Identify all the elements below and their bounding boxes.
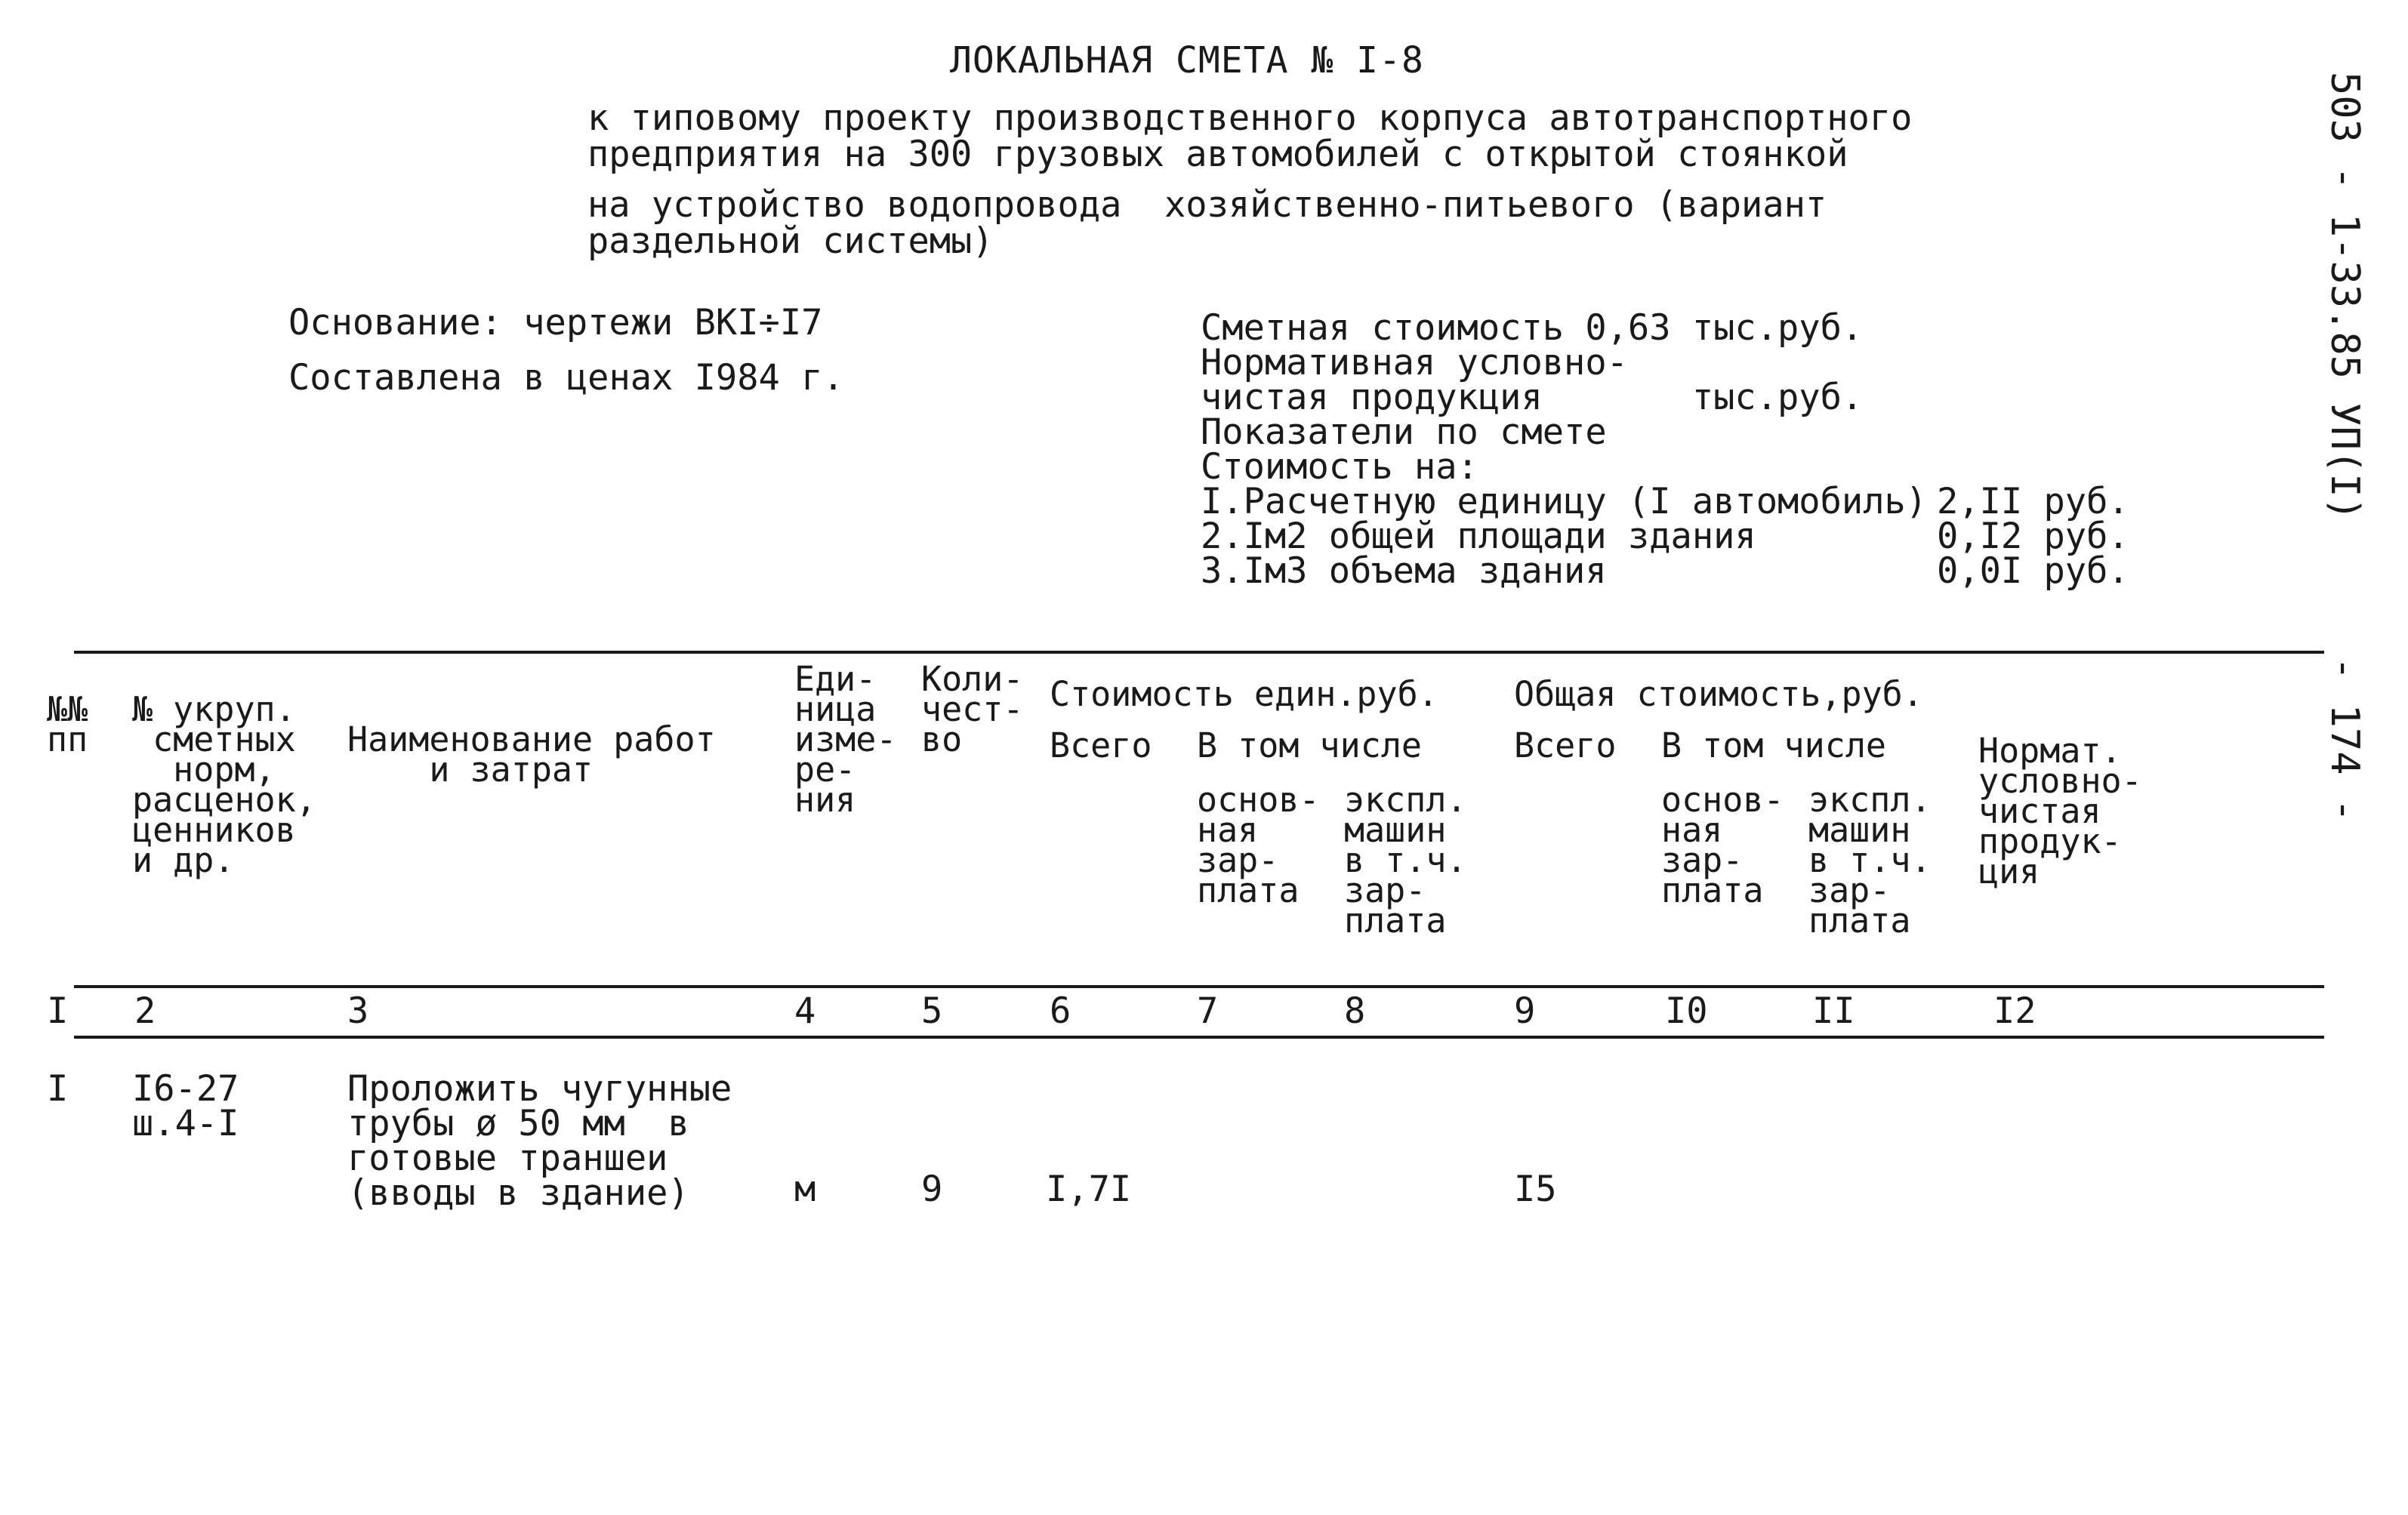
col-header-unit-cost-group: Стоимость един.руб. (1050, 674, 1438, 714)
col-number-6: 6 (1050, 990, 1071, 1032)
purpose-line-1: на устройство водопровода хозяйственно-питьевого (вариант (587, 184, 1827, 226)
indicator-label-2: 2.Iм2 общей площади здания (1201, 516, 1756, 557)
col-number-9: 9 (1514, 990, 1536, 1032)
row-total-cost: I5 (1514, 1169, 1557, 1210)
basis-line: Основание: чертежи ВКI÷I7 (288, 302, 823, 343)
indicators-heading: Показатели по смете (1201, 411, 1607, 453)
side-page-number: - 174 - (2322, 657, 2367, 823)
col-number-12: I2 (1993, 990, 2036, 1032)
subtitle-line-2: предприятия на 300 грузовых автомобилей с открытой стоянкой (587, 134, 1848, 175)
purpose-line-2: раздельной системы) (587, 220, 994, 262)
col-number-1: I (47, 990, 69, 1032)
side-project-code: 503 - 1-33.85 УП(I) (2322, 72, 2367, 521)
document-title: ЛОКАЛЬНАЯ СМЕТА № I-8 (950, 39, 1424, 82)
col-number-5: 5 (921, 990, 943, 1032)
col-header-unit-wages: основ- ная зар- плата (1197, 780, 1320, 910)
col-header-row-number: №№ пп (47, 689, 88, 759)
col-number-2: 2 (134, 990, 156, 1032)
col-header-total-including: В том числе (1661, 725, 1887, 765)
indicator-value-1: 2,II руб. (1937, 481, 2129, 522)
col-header-total: Всего (1514, 725, 1617, 765)
col-header-normative-product: Нормат. условно- чистая продук- ция (1978, 731, 2142, 891)
col-number-3: 3 (347, 990, 369, 1032)
col-number-4: 4 (794, 990, 816, 1032)
col-header-unit: Еди- ница изме- ре- ния (794, 659, 897, 820)
indicator-value-2: 0,I2 руб. (1937, 516, 2129, 557)
normative-product-line-2: чистая продукция тыс.руб. (1201, 377, 1864, 418)
column-numbers-rule (74, 1036, 2324, 1039)
header-bottom-rule (74, 985, 2324, 988)
subtitle-line-1: к типовому проекту производственного корпуса автотранспортного (587, 97, 1913, 139)
col-header-unit-total: Всего (1050, 725, 1152, 765)
col-header-total-machines: экспл. машин в т.ч. зар- плата (1808, 780, 1932, 941)
col-header-unit-machines: экспл. машин в т.ч. зар- плата (1344, 780, 1467, 941)
row-quantity: 9 (921, 1169, 943, 1210)
col-number-11: II (1812, 990, 1855, 1032)
col-header-work-name: Наименование работ и затрат (347, 719, 716, 790)
col-header-norm-code: № укруп. сметных норм, расценок, ценников и др. (132, 689, 316, 880)
col-header-quantity: Коли- чест- во (921, 659, 1024, 759)
price-year-line: Составлена в ценах I984 г. (288, 357, 844, 399)
indicator-value-3: 0,0I руб. (1937, 550, 2129, 592)
indicator-label-1: I.Расчетную единицу (I автомобиль) (1201, 481, 1928, 522)
col-header-unit-including: В том числе (1197, 725, 1423, 765)
row-number: I (47, 1068, 69, 1110)
col-header-total-cost-group: Общая стоимость,руб. (1514, 674, 1923, 714)
col-header-total-wages: основ- ная зар- плата (1661, 780, 1784, 910)
table-top-rule (74, 651, 2324, 654)
indicator-label-3: 3.Iм3 объема здания (1201, 550, 1607, 592)
cost-on-heading: Стоимость на: (1201, 446, 1478, 488)
normative-product-line-1: Нормативная условно- (1201, 342, 1628, 383)
row-work-name: Проложить чугунные трубы ø 50 мм в готовые траншеи (вводы в здание) (347, 1068, 732, 1214)
row-unit-total-cost: I,7I (1046, 1169, 1132, 1210)
row-unit: м (794, 1169, 816, 1210)
col-number-7: 7 (1197, 990, 1219, 1032)
col-number-8: 8 (1344, 990, 1366, 1032)
col-number-10: I0 (1665, 990, 1708, 1032)
row-norm-code: I6-27 ш.4-I (132, 1068, 239, 1144)
estimated-cost: Сметная стоимость 0,63 тыс.руб. (1201, 307, 1864, 349)
